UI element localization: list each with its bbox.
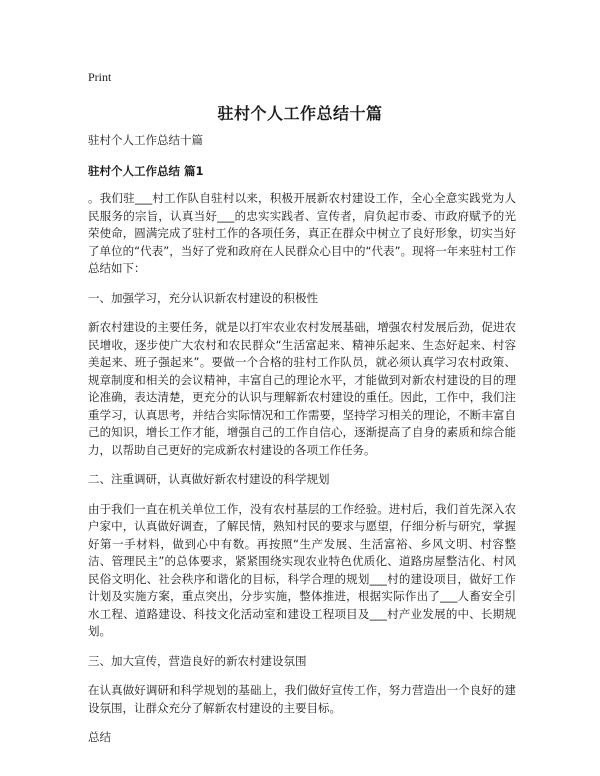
section-1-body: 新农村建设的主要任务，就是以打牢农业农村发展基础，增强农村发展后劲，促进农民增收，逐步使广大农村和农民群众“生活富起来、精神乐起来、生态好起来、村容美起来、班子强起来”。要做一个合格的驻村工作队员，就必须认真学习农村政策、规章制度和相关的会议精神，丰富自己的理论水平，才能做到对新农村建设的目的理论准确，表达清楚，更充分的认识与理解新农村建设的重任。因此，工作中，我们注重学习，认真思考，并结合实际情况和工作需要，坚持学习相关的理论，不断丰富自己的知识，增长工作才能，增强自己的工作自信心，逐渐提高了自身的素质和综合能力，以帮助自己更好的完成新农村建设的各项工作任务。 <box>88 320 516 457</box>
document-subtitle: 驻村个人工作总结十篇 <box>88 133 203 147</box>
section-3-body: 在认真做好调研和科学规划的基础上，我们做好宣传工作，努力营造出一个良好的建设氛围，让群众充分了解新农村建设的主要目标。 <box>88 683 516 715</box>
document-body <box>88 132 516 747</box>
section-3-heading: 三、加大宣传，营造良好的新农村建设氛围 <box>88 653 307 668</box>
article-heading: 驻村个人工作总结 篇1 <box>88 163 204 178</box>
intro-paragraph: 。我们驻___村工作队自驻村以来，积极开展新农村建设工作，全心全意实践党为人民服务的宗旨，认真当好___的忠实实践者、宣传者，肩负起市委、市政府赋予的光荣使命，圆满完成了驻村工作的各项任务，真正在群众中树立了良好形象，切实当好了单位的“代表”，当好了党和政府在人民群众心目中的“代表”。现将一年来驻村工作总结如下： <box>88 191 516 275</box>
print-label[interactable]: Print <box>88 70 112 84</box>
page-title: 驻村个人工作总结十篇 <box>217 104 383 123</box>
section-2-body: 由于我们一直在机关单位工作，没有农村基层的工作经验。进村后，我们首先深入农户家中，认真做好调查，了解民情，熟知村民的要求与愿望，仔细分析与研究，掌握好第一手材料，做到心中有数。再按照“生产发展、生活富裕、乡风文明、村容整洁、管理民主”的总体要求，紧紧围绕实现农业特色优质化、道路房屋整洁化、村风民俗文明化、社会秩序和谐化的目标，科学合理的规划___村的建设项目，做好工作计划及实施方案，重点突出，分步实施，整体推进，根据实际作出了___人畜安全引水工程、道路建设、科技文化活动室和建设工程项目及___村产业发展的中、长期规划。 <box>88 501 516 638</box>
closing-label: 总结 <box>88 730 111 744</box>
section-1-heading: 一、加强学习，充分认识新农村建设的积极性 <box>88 290 318 305</box>
section-2-heading: 二、注重调研，认真做好新农村建设的科学规划 <box>88 472 330 486</box>
